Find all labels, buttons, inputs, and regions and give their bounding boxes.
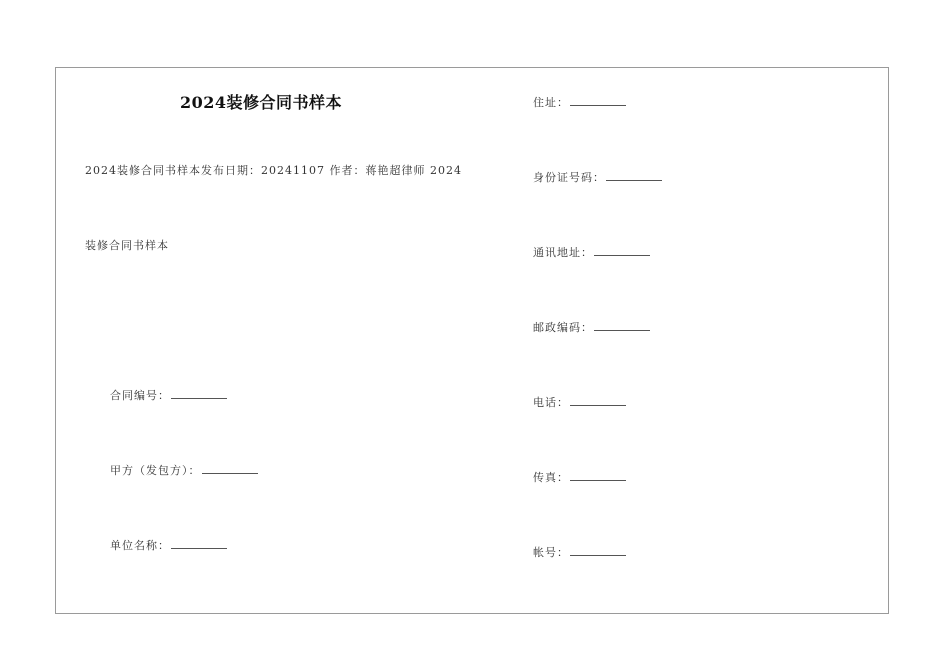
party-a-label: 甲方（发包方）：	[110, 464, 201, 477]
id-number-field	[533, 169, 662, 185]
account-field	[533, 544, 626, 560]
phone-blank	[570, 395, 626, 406]
account-label: 帐号：	[533, 546, 569, 559]
postal-code-field	[533, 319, 650, 335]
fax-label: 传真：	[533, 471, 569, 484]
meta-line-continued: 装修合同书样本	[85, 239, 169, 252]
party-a-field	[110, 462, 258, 478]
fax-field	[533, 469, 626, 485]
mailing-address-field	[533, 244, 650, 260]
id-number-label: 身份证号码：	[533, 171, 605, 184]
unit-name-field	[110, 537, 227, 553]
contract-number-label: 合同编号：	[110, 389, 170, 402]
postal-code-blank	[594, 320, 650, 331]
document-title: 2024装修合同书样本	[180, 93, 343, 112]
id-number-blank	[606, 170, 662, 181]
mailing-address-label: 通讯地址：	[533, 246, 593, 259]
account-blank	[570, 545, 626, 556]
phone-field	[533, 394, 626, 410]
address-blank	[570, 95, 626, 106]
party-a-blank	[202, 463, 258, 474]
page-border	[55, 67, 889, 614]
fax-blank	[570, 470, 626, 481]
meta-line: 2024装修合同书样本发布日期：20241107 作者：蒋艳超律师 2024	[85, 164, 462, 177]
phone-label: 电话：	[533, 396, 569, 409]
contract-number-blank	[171, 388, 227, 399]
mailing-address-blank	[594, 245, 650, 256]
unit-name-label: 单位名称：	[110, 539, 170, 552]
contract-number-field	[110, 387, 227, 403]
address-field	[533, 94, 626, 110]
unit-name-blank	[171, 538, 227, 549]
address-label: 住址：	[533, 96, 569, 109]
postal-code-label: 邮政编码：	[533, 321, 593, 334]
